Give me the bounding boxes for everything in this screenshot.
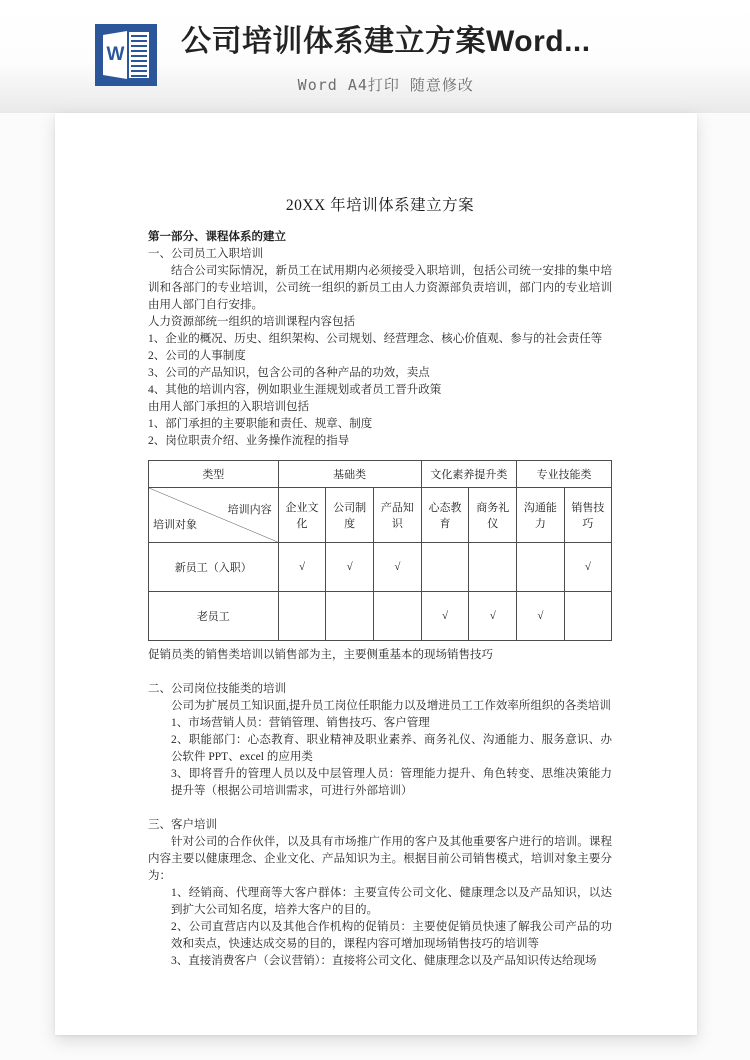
table-row-label: 新员工（入职） — [149, 543, 279, 592]
table-cell: √ — [517, 592, 565, 641]
table-row-label: 老员工 — [149, 592, 279, 641]
hr-course-intro: 人力资源部统一组织的培训课程内容包括 — [148, 316, 355, 328]
subsection-3-title: 三、客户培训 — [148, 819, 217, 831]
table-cell — [564, 592, 611, 641]
document-body — [148, 193, 612, 970]
table-cell — [469, 543, 517, 592]
table-cell — [517, 543, 565, 592]
list-item: 3、公司的产品知识，包含公司的各种产品的功效，卖点 — [148, 367, 430, 379]
list-item: 1、经销商、代理商等大客户群体：主要宣传公司文化、健康理念以及产品知识，以达到扩大公司知名度，培养大客户的目的。 — [171, 887, 612, 916]
list-item: 1、市场营销人员：营销管理、销售技巧、客户管理 — [171, 717, 430, 729]
table-cell — [278, 592, 326, 641]
word-icon-page — [103, 31, 149, 79]
word-icon-text-lines — [129, 32, 149, 78]
paragraph-spacer — [148, 664, 612, 681]
word-document-icon — [95, 24, 157, 86]
table-cell: √ — [326, 543, 374, 592]
table-footnote: 促销员类的销售类培训以销售部为主，主要侧重基本的现场销售技巧 — [148, 649, 493, 661]
page-title: 公司培训体系建立方案Word... — [181, 25, 591, 58]
subsection-3-paragraph: 针对公司的合作伙伴，以及具有市场推广作用的客户及其他重要客户进行的培训。课程内容主要以健康理念、企业文化、产品知识为主。根据目前公司销售模式，培训对象主要分为： — [148, 836, 612, 882]
training-matrix-table — [148, 460, 612, 641]
table-cell — [374, 592, 422, 641]
table-column-header: 销售技巧 — [564, 488, 611, 543]
table-column-header: 企业文化 — [278, 488, 326, 543]
list-item: 3、即将晋升的管理人员以及中层管理人员：管理能力提升、角色转变、思维决策能力提升等（根据公司培训需求，可进行外部培训） — [171, 768, 612, 797]
table-corner-row-label: 培训对象 — [153, 519, 197, 531]
word-icon-letter: W — [106, 44, 124, 65]
paragraph-spacer — [148, 800, 612, 817]
list-item: 2、公司直营店内以及其他合作机构的促销员：主要使促销员快速了解我公司产品的功效和卖点，快速达成交易的目的，课程内容可增加现场销售技巧的培训等 — [171, 921, 612, 950]
subsection-2-paragraph: 公司为扩展员工知识面,提升员工岗位任职能力以及增进员工工作效率所组织的各类培训 — [171, 700, 611, 712]
table-cell: √ — [469, 592, 517, 641]
subsection-2-title: 二、公司岗位技能类的培训 — [148, 683, 286, 695]
table-row — [149, 543, 612, 592]
table-cell: √ — [374, 543, 422, 592]
table-column-header: 公司制度 — [326, 488, 374, 543]
list-item: 2、公司的人事制度 — [148, 350, 246, 362]
list-item: 1、部门承担的主要职能和责任、规章、制度 — [148, 418, 373, 430]
table-group-header: 文化素养提升类 — [421, 461, 516, 488]
table-group-header-row — [149, 461, 612, 488]
list-item: 3、直接消费客户（会议营销）：直接将公司文化、健康理念以及产品知识传达给现场 — [171, 955, 597, 967]
table-column-header-row — [149, 488, 612, 543]
list-item: 4、其他的培训内容，例如职业生涯规划或者员工晋升政策 — [148, 384, 442, 396]
table-group-header: 专业技能类 — [517, 461, 612, 488]
table-cell: √ — [278, 543, 326, 592]
subsection-1-title: 一、公司员工入职培训 — [148, 248, 263, 260]
table-cell — [421, 543, 469, 592]
table-column-header: 沟通能力 — [517, 488, 565, 543]
table-row — [149, 592, 612, 641]
list-item: 1、企业的概况、历史、组织架构、公司规划、经营理念、核心价值观、参与的社会责任等 — [148, 333, 603, 345]
table-diagonal-corner-cell — [149, 488, 279, 543]
table-cell — [326, 592, 374, 641]
subsection-1-paragraph: 结合公司实际情况，新员工在试用期内必须接受入职培训，包括公司统一安排的集中培训和各部门的专业培训，公司统一组织的新员工由人力资源部负责培训，部门内的专业培训由用人部门自行安排。 — [148, 265, 612, 311]
section-1-title: 第一部分、课程体系的建立 — [148, 231, 286, 243]
table-type-label: 类型 — [149, 461, 279, 488]
page-subtitle: Word A4打印 随意修改 — [297, 76, 474, 94]
dept-course-intro: 由用人部门承担的入职培训包括 — [148, 401, 309, 413]
header-content — [95, 22, 591, 95]
list-item: 2、职能部门：心态教育、职业精神及职业素养、商务礼仪、沟通能力、服务意识、办公软件 PPT、excel 的应用类 — [171, 734, 612, 763]
list-item: 2、岗位职责介绍、业务操作流程的指导 — [148, 435, 350, 447]
table-cell: √ — [564, 543, 611, 592]
table-column-header: 商务礼仪 — [469, 488, 517, 543]
table-corner-column-label: 培训内容 — [227, 504, 272, 516]
table-column-header: 心态教育 — [421, 488, 469, 543]
header-title-block — [181, 22, 591, 95]
page-header — [0, 0, 750, 113]
document-heading: 20XX 年培训体系建立方案 — [285, 197, 475, 214]
document-preview-page — [55, 113, 697, 1035]
table-column-header: 产品知识 — [374, 488, 422, 543]
table-group-header: 基础类 — [278, 461, 421, 488]
table-cell: √ — [421, 592, 469, 641]
